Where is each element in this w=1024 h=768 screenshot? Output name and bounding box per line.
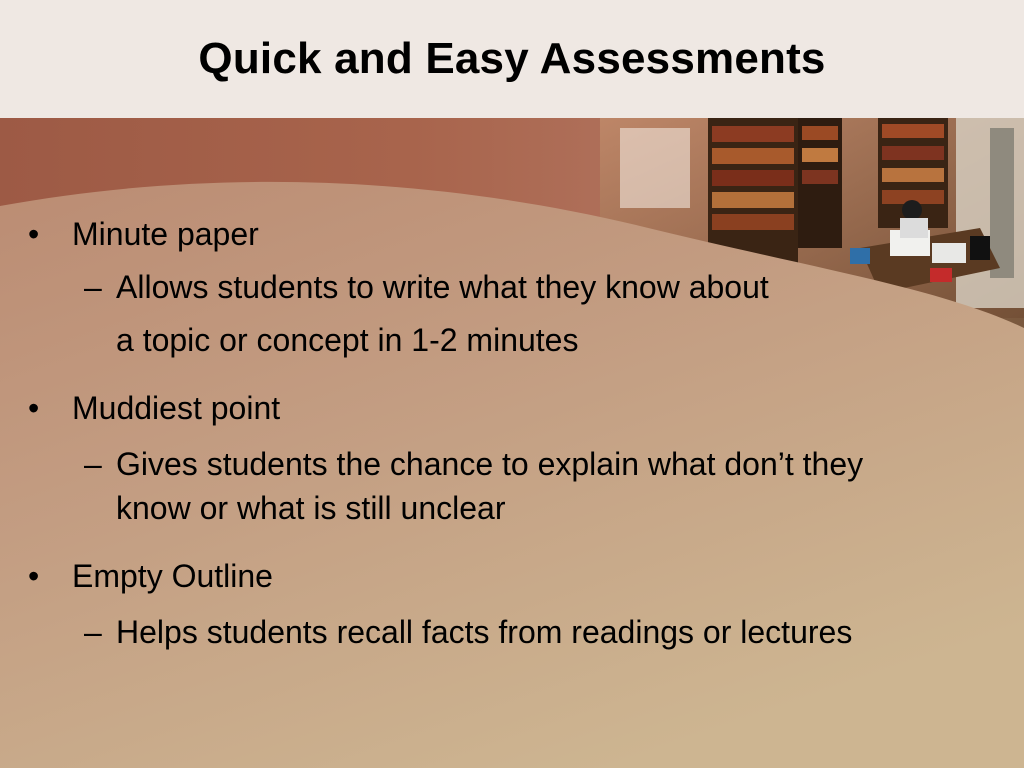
bullet-item	[28, 558, 273, 595]
sub-bullet-text: Allows students to write what they know about	[116, 269, 769, 305]
dash-marker: –	[84, 446, 102, 482]
bullet-marker: •	[28, 216, 40, 252]
sub-bullet-item	[84, 610, 852, 654]
dash-marker: –	[84, 269, 102, 305]
sub-bullet-continuation: a topic or concept in 1-2 minutes	[116, 322, 579, 358]
bullet-text: Empty Outline	[72, 558, 273, 594]
sub-bullet-text: Helps students recall facts from readings or lectures	[116, 614, 853, 650]
sub-bullet-continuation: know or what is still unclear	[116, 490, 506, 526]
bullet-marker: •	[28, 558, 40, 594]
bullet-marker: •	[28, 390, 40, 426]
bullet-text: Minute paper	[72, 216, 259, 252]
sub-bullet-item	[84, 442, 863, 530]
slide-title: Quick and Easy Assessments	[198, 34, 826, 83]
dash-marker: –	[84, 614, 102, 650]
bullet-text: Muddiest point	[72, 390, 281, 426]
bullet-item	[28, 216, 259, 253]
sub-bullet-text: Gives students the chance to explain what don’t they	[116, 446, 864, 482]
sub-bullet-item	[84, 265, 769, 362]
bullet-item	[28, 390, 280, 427]
